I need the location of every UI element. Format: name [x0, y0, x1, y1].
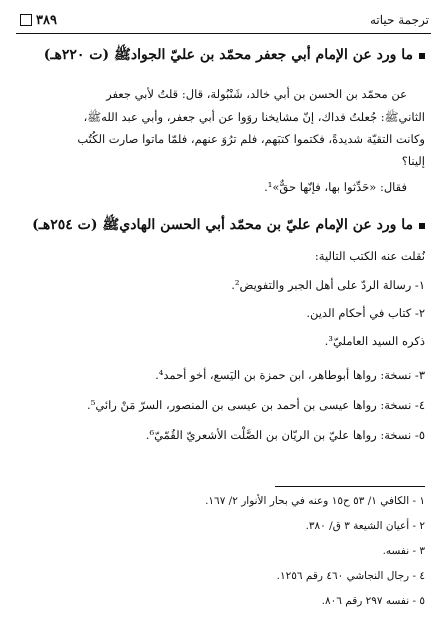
square-bullet-icon [419, 53, 425, 59]
section-heading-jawad [20, 46, 425, 66]
page-number-group [20, 13, 57, 28]
section-heading-text: ما ورد عن الإمام عليّ بن محمّد أبي الحسن الهاديﷺ (ت ٢٥٤هـ) [32, 217, 413, 233]
square-bullet-icon [419, 223, 425, 229]
footnote: ٤ - رجال النجاشي ٤٦٠ رقم ١٢٥٦. [276, 570, 425, 582]
list-item: ٣- نسخة: رواها أبوطاهر، ابن حمزة بن اليَسع، أخو أحمد⁴. [155, 368, 425, 382]
square-ornament-icon [20, 14, 32, 26]
list-item: ٥- نسخة: رواها عليّ بن الريّان بن الصَّلْت الأشعريّ القُمّيّ⁶. [145, 428, 425, 442]
footnote: ٣ - نفسه. [382, 545, 425, 557]
paragraph-line: إلينا؟ [401, 154, 425, 168]
section-heading-hadi [20, 216, 425, 236]
running-header-title: ترجمة حياته [369, 13, 429, 27]
paragraph-line: عن محمّد بن الحسن بن أبي خالد، شَنْبُولة، قال: قلتُ لأبي جعفر [106, 87, 407, 101]
paragraph-line: الثانيﷺ: جُعلتُ فداك، إنّ مشايخنا روَوا عن أبي جعفر، وأبي عبد اللهﷺ، [83, 110, 425, 124]
section-heading-text: ما ورد عن الإمام أبي جعفر محمّد بن عليّ الجوادﷺ (ت ٢٢٠هـ) [43, 47, 413, 63]
footnote: ١ - الكافي ١/ ٥٣ ح١٥ وعنه في بحار الأنوار ٢/ ١٦٧. [205, 495, 425, 507]
quote-line: فقال: «حَدِّثوا بها، فإنّها حقٌّ»¹. [264, 180, 407, 194]
footnote: ٢ - أعيان الشيعة ٣ ق/ ٣٨٠. [305, 520, 425, 532]
running-header [20, 10, 429, 30]
list-item: ٤- نسخة: رواها عيسى بن أحمد بن عيسى بن المنصور، السرّ مَنْ رائي⁵. [87, 398, 425, 412]
list-item: ٢- كتاب في أحكام الدين. [306, 306, 425, 320]
list-item: ١- رسالة الردّ على أهل الجبر والتفويض². [231, 278, 425, 292]
header-divider [16, 33, 431, 34]
paragraph-line: نُقلت عنه الكتب التالية: [314, 249, 425, 263]
paragraph-line: وكانت التقيّة شديدةً، فكتموا كتبَهم، فلم ترُوَ عنهم، فلمّا ماتوا صارت الكُتُب [77, 132, 425, 146]
footnote-divider [275, 486, 425, 487]
page-number: ٣٨٩ [36, 12, 57, 28]
paragraph-line: ذكره السيد العامليّ³. [324, 334, 425, 348]
footnote: ٥ - نفسه ٢٩٧ رقم ٨٠٦. [321, 595, 425, 607]
